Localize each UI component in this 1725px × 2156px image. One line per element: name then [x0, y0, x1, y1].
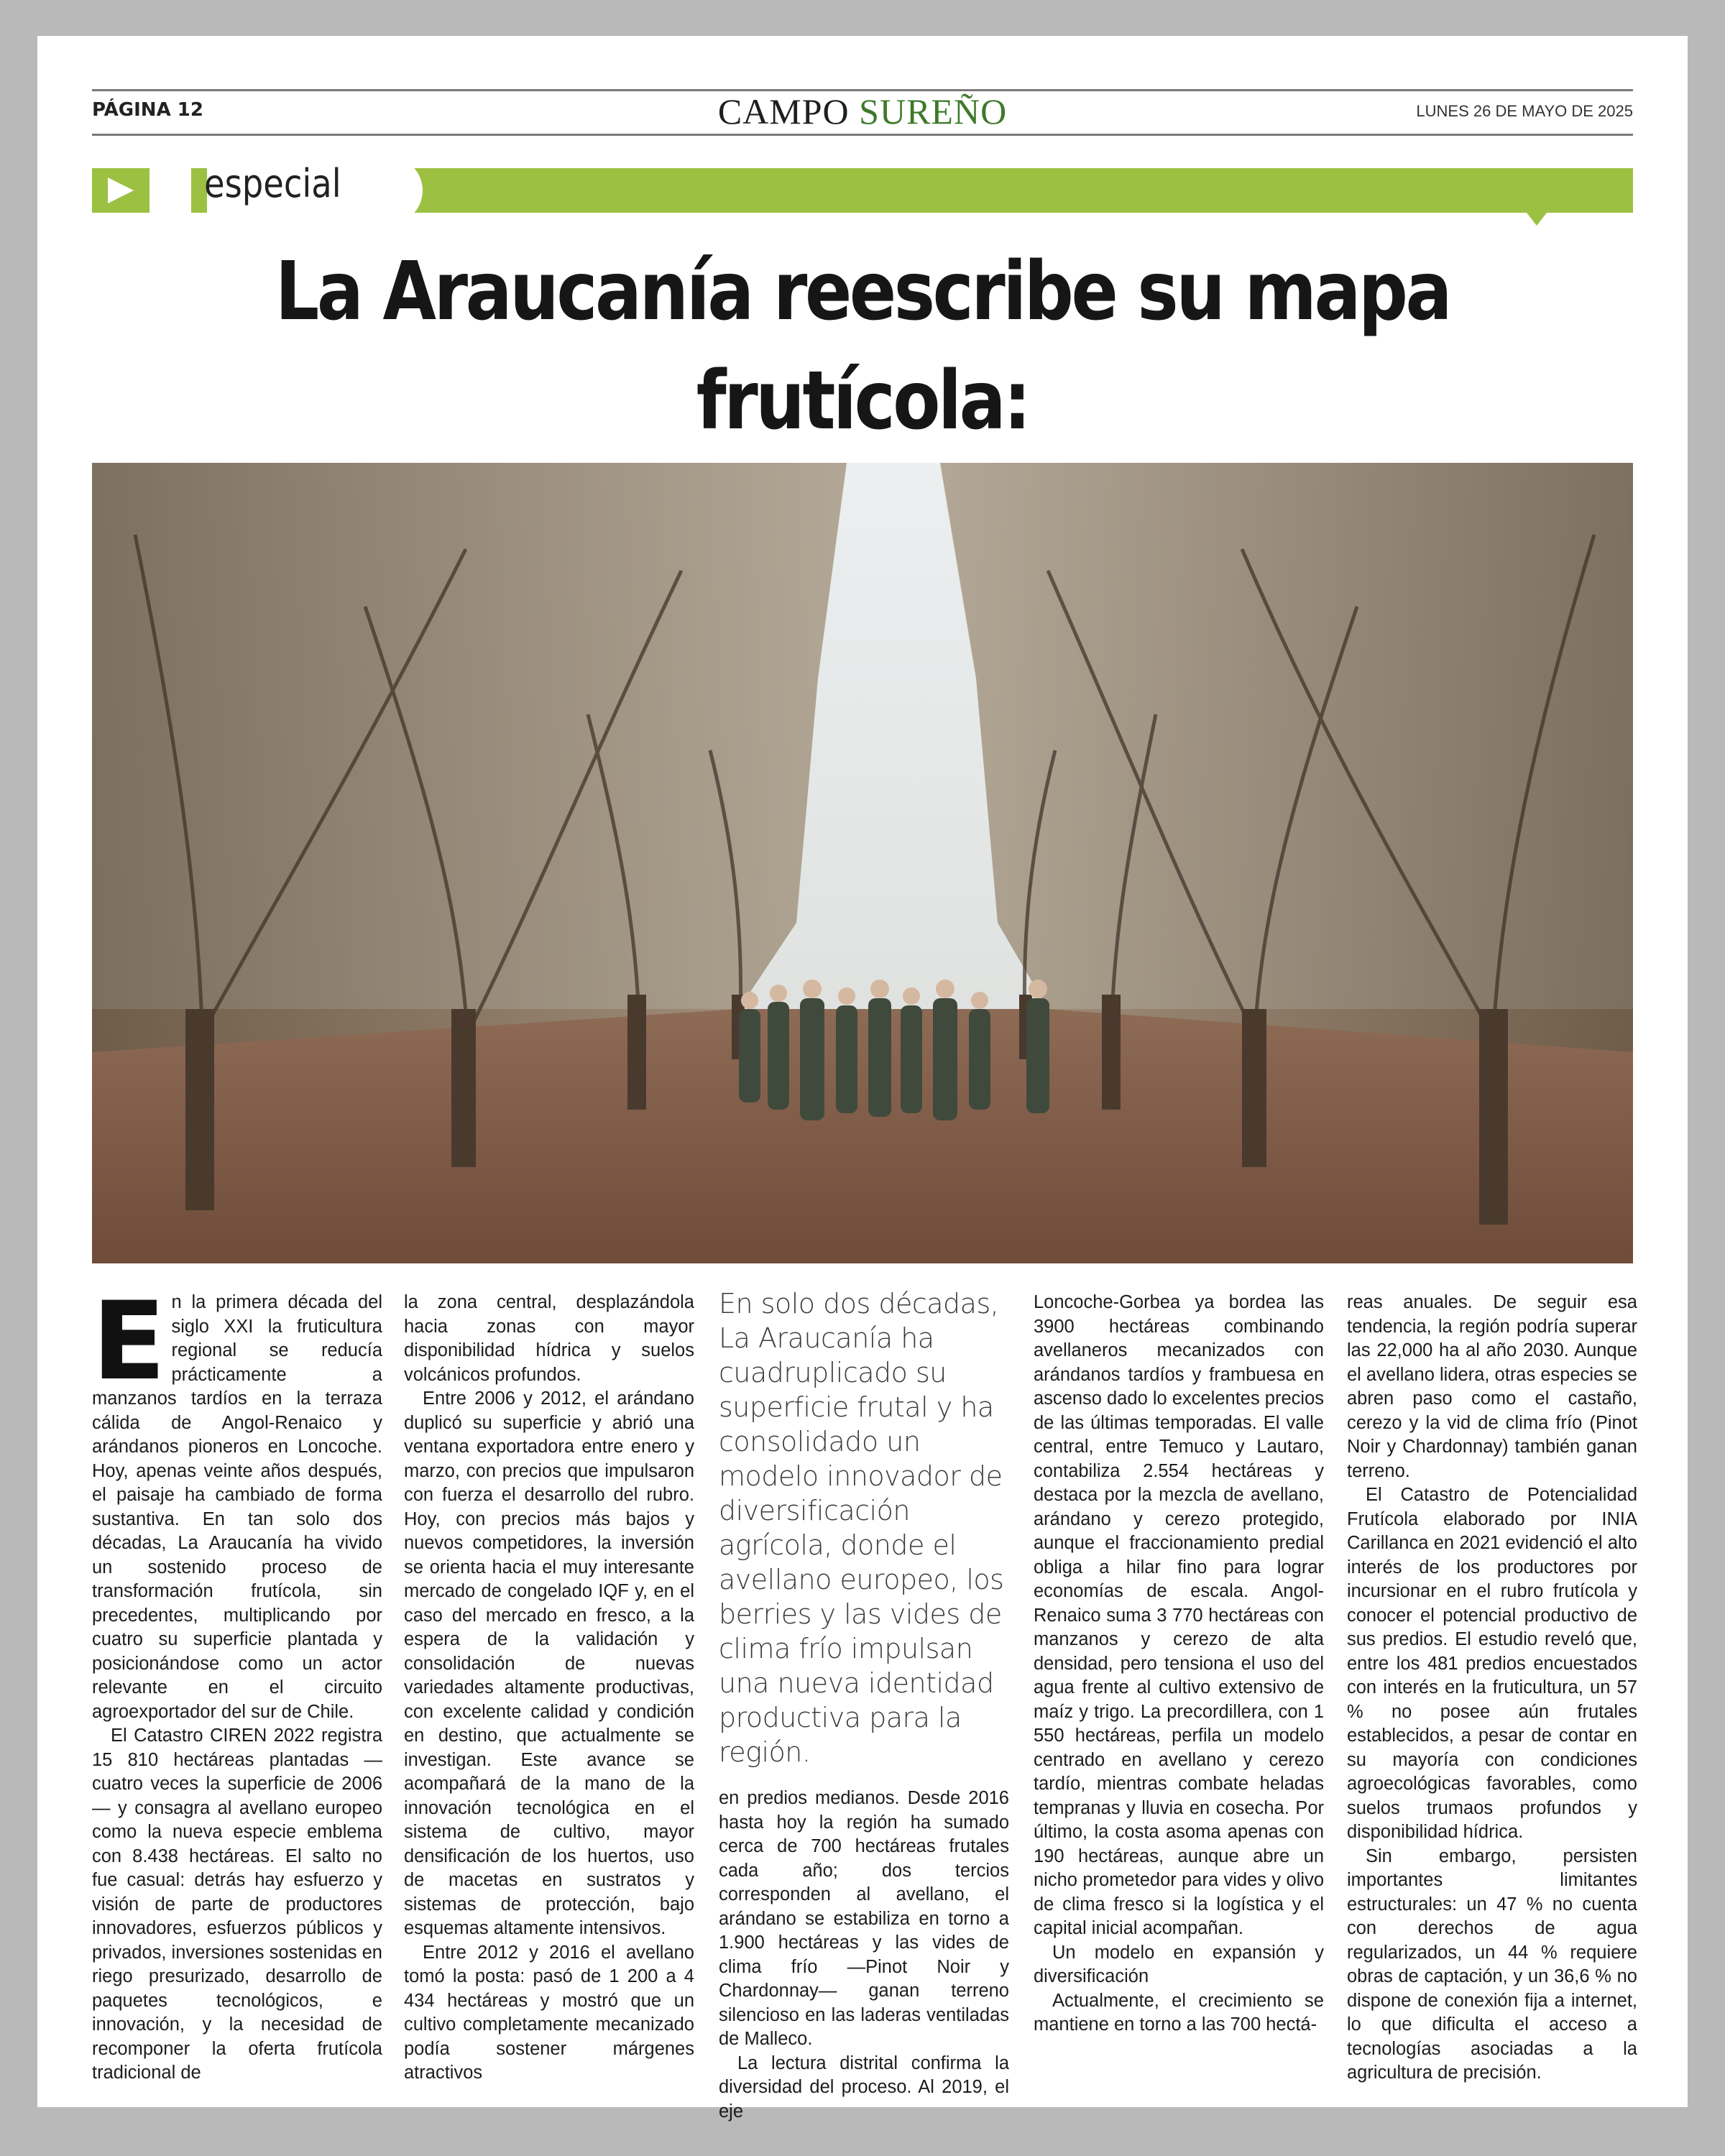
orchard-photo: [92, 463, 1633, 1263]
paragraph: El Catastro CIREN 2022 registra 15 810 hectáreas plantadas —cuatro veces la superficie de 2006— y consagra al avellano europeo como la nueva especie emblema con 8.438 hectáreas. El salto no fue casual: detrás hay esfuerzo y visión de parte de productores innovadores, esfuerzos públicos y privados, inversiones sostenidas en riego presurizado, desarrollo de paquetes tecnológicos, e innovación, y la necesidad de recomponer la oferta frutícola tradicional de: [92, 1726, 382, 2083]
newspaper-page: [37, 36, 1688, 2122]
masthead-bottom-rule: [92, 134, 1633, 136]
headline-line-1: La Araucanía reescribe su mapa frutícola:: [275, 245, 1450, 448]
paragraph: n la primera década del siglo XXI la fruticultura regional se reducía prácticamente a manzanos tardíos en la terraza cálida de Angol-Renaico y arándanos pioneros en Loncoche. Hoy, apenas veinte años después, el paisaje ha cambiado de forma sustantiva. En tan solo dos décadas, La Araucanía ha vivido un sostenido proceso de transformación frutícola, sin precedentes, multiplicando por cuatro su superficie plantada y posicionándose como un actor relevante en el circuito agroexportador del sur de Chile.: [92, 1292, 382, 1722]
paragraph: reas anuales. De seguir esa tendencia, la región podría superar las 22,000 ha al año 2030. Aunque el avellano lidera, otras especies se abren paso como el castaño, cerezo y la vid de clima frío (Pinot Noir y Chardonnay) también ganan terreno.: [1347, 1292, 1637, 1481]
play-icon: [92, 168, 150, 213]
article-column-1: [92, 1279, 382, 2086]
article-column-5: [1347, 1291, 1637, 2086]
paragraph: Entre 2006 y 2012, el arándano duplicó su superficie y abrió una ventana exportadora entre enero y marzo, con precios que impulsaron con fuerza el desarrollo del rubro. Hoy, con precios más bajos y nuevos competidores, la inversión se orienta hacia el muy interesante mercado de congelado IQF y, en el caso del mercado en fresco, a la espera de la validación y consolidación de nuevas variedades altamente productivas, con excelente calidad y condición en destino, que actualmente se investigan. Este avance se acompañará de la mano de la innovación tecnológica en el sistema de cultivo, mayor densificación de los huertos, uso de macetas en sustratos y sistemas de protección, bajo esquemas altamente intensivos.: [404, 1388, 694, 1938]
issue-date: LUNES 26 DE MAYO DE 2025: [1416, 102, 1633, 120]
paragraph: Sin embargo, persisten importantes limitantes estructurales: un 47 % no cuenta con derechos de agua regularizados, un 44 % requiere obras de captación, y un 36,6 % no dispone de conexión fija a internet, lo que dificulta el acceso a tecnologías asociadas a la agricultura de precisión.: [1347, 1846, 1637, 2083]
paragraph: en predios medianos. Desde 2016 hasta hoy la región ha sumado cerca de 700 hectáreas frutales cada año; dos tercios corresponden al avellano, el arándano se estabiliza en torno a 1.900 hectáreas y las vides de clima frío —Pinot Noir y Chardonnay— ganan terreno silencioso en las laderas ventiladas de Malleco.: [719, 1788, 1009, 2049]
drop-cap: E: [92, 1279, 166, 1404]
article-column-2: [404, 1291, 694, 2086]
paragraph: Actualmente, el crecimiento se mantiene en torno a las 700 hectá-: [1034, 1990, 1324, 2035]
paragraph: El Catastro de Potencialidad Frutícola elaborado por INIA Carillanca en 2021 evidenció el alto interés de los productores por incursionar en el rubro frutícola y conocer el potencial productivo de sus predios. El estudio reveló que, entre los 481 predios encuestados con interés en la fruticultura, un 57 % no posee aún frutales establecidos, a pesar de contar en su mayoría con condiciones agroecológicas favorables, como suelos trumaos profundos y disponibilidad hídrica.: [1347, 1485, 1637, 1842]
logo-word-sureno: SUREÑO: [859, 91, 1008, 132]
article-column-4: [1034, 1291, 1324, 2037]
paragraph: la zona central, desplazándola hacia zonas con mayor disponibilidad hídrica y suelos volcánicos profundos.: [404, 1292, 694, 1385]
paragraph: Entre 2012 y 2016 el avellano tomó la posta: pasó de 1 200 a 4 434 hectáreas y mostró que un cultivo completamente mecanizado podía sostener márgenes atractivos: [404, 1942, 694, 2083]
section-band-tail: [1527, 213, 1547, 226]
section-label: especial: [204, 161, 341, 206]
page-number: PÁGINA 12: [92, 99, 203, 121]
paragraph: Loncoche-Gorbea ya bordea las 3900 hectáreas combinando avellaneros mecanizados con arándanos tardíos y frambuesa en ascenso dado lo excelentes precios de las últimas temporadas. El valle central, entre Temuco y Lautaro, contabiliza 2.554 hectáreas y destaca por la mezcla de avellano, arándano y cerezo protegido, aunque el fraccionamiento predial obliga a hilar fino para lograr economías de escala. Angol-Renaico suma 3 770 hectáreas con manzanos y cerezo de alta densidad, pero tensiona el uso del agua frente al cultivo extensivo de maíz y trigo. La precordillera, con 1 550 hectáreas, perfila un modelo centrado en avellano y cerezo tardío, mientras combate heladas tempranas y lluvia en cosecha. Por último, la costa asoma apenas con 190 hectáreas, aunque abre un nicho prometedor para vides y olivo de clima fresco si la logística y el capital inicial acompañan.: [1034, 1292, 1325, 1938]
pull-quote: En solo dos décadas, La Araucanía ha cuadruplicado su superficie frutal y ha consolidado un modelo innovador de diversificación agrícola, donde el avellano europeo, los berries y las vides de clima frío impulsan una nueva identidad productiva para la región.: [719, 1288, 1004, 1768]
subheading: Un modelo en expansión y diversificación: [1034, 1942, 1324, 1986]
article-column-3: [719, 1787, 1009, 2124]
logo-word-campo: CAMPO: [717, 91, 860, 132]
paragraph: La lectura distrital confirma la diversidad del proceso. Al 2019, el eje: [719, 2053, 1009, 2122]
